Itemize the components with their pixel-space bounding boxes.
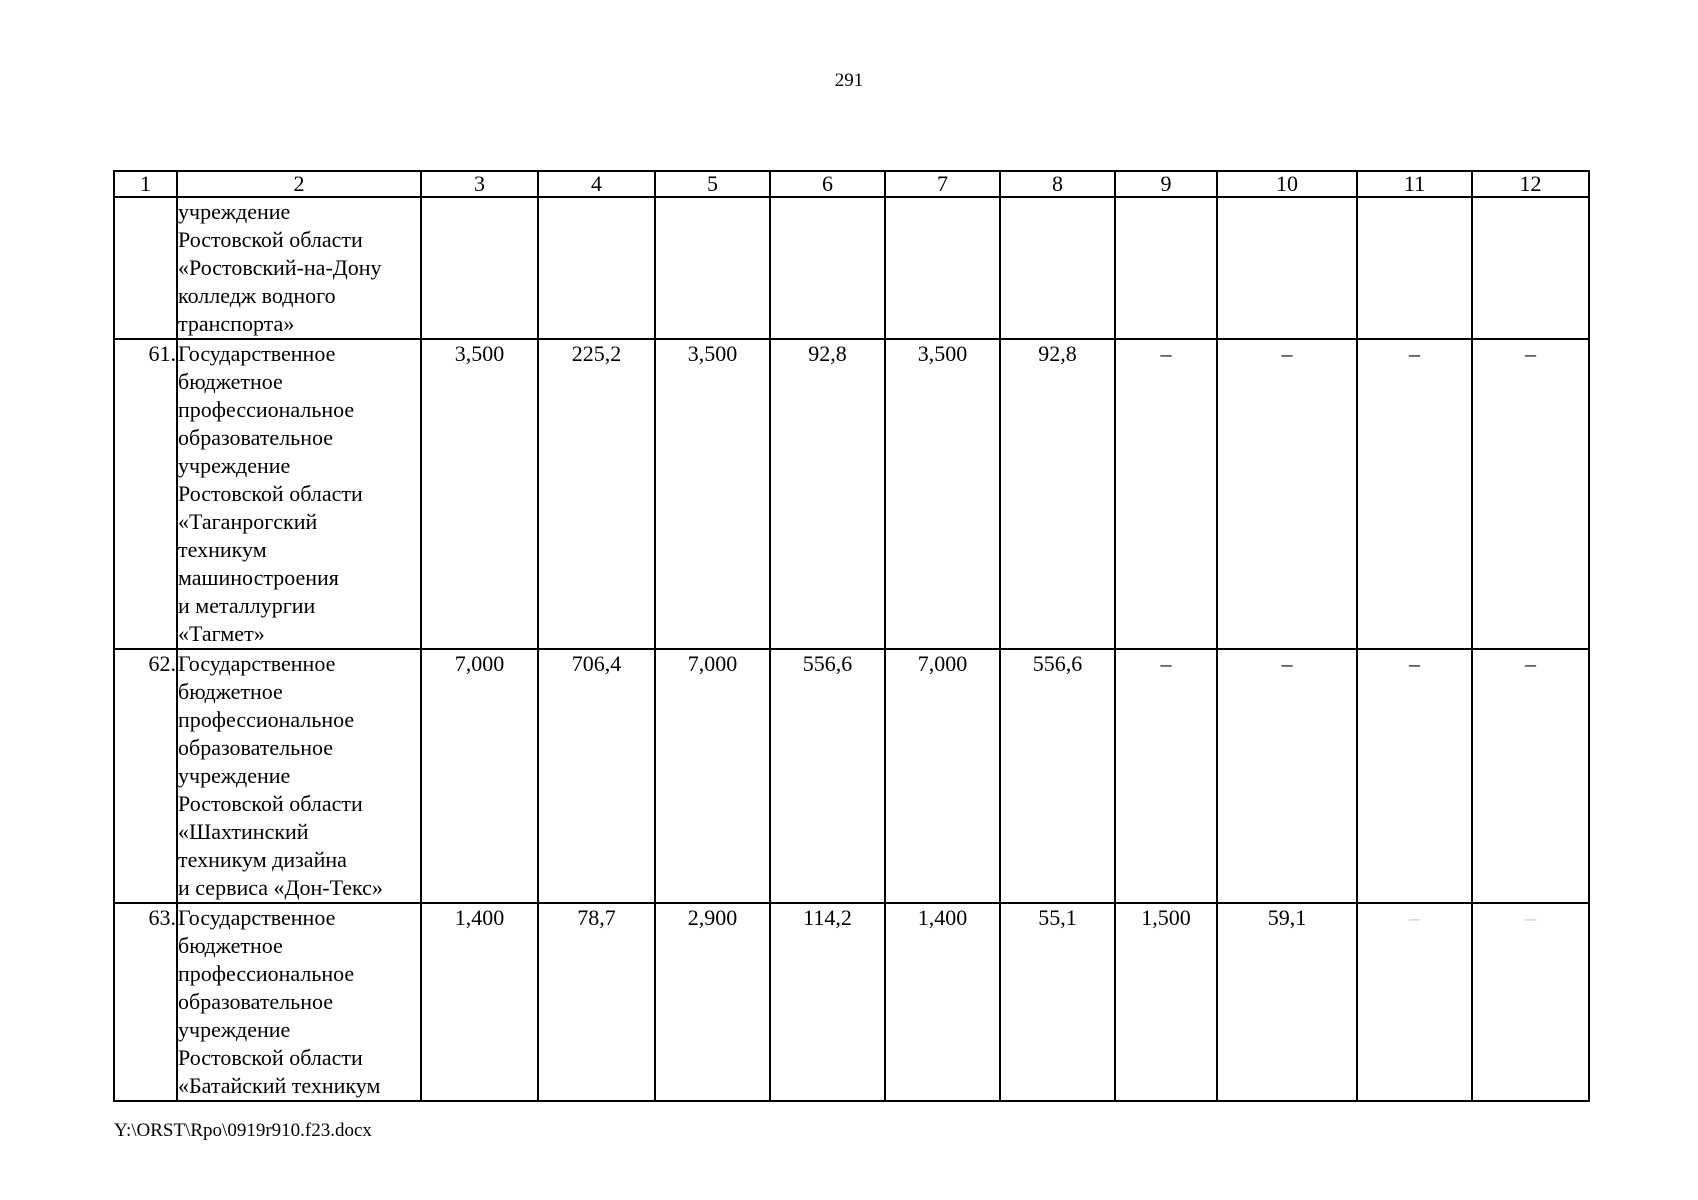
file-path-footer: Y:\ORST\Rpo\0919r910.f23.docx — [114, 1120, 372, 1141]
name-line: машиностроения — [178, 565, 339, 590]
name-line: учреждение — [178, 1017, 291, 1042]
value-cell — [770, 197, 885, 339]
name-line: Ростовской области — [178, 1045, 363, 1070]
name-line: Государственное — [178, 341, 336, 366]
name-line: учреждение — [178, 199, 291, 224]
value-cell — [421, 197, 538, 339]
page-number: 291 — [834, 70, 864, 91]
name-line: профессиональное — [178, 961, 355, 986]
name-line: техникум — [178, 537, 267, 562]
column-header: 6 — [770, 171, 885, 197]
name-line: Ростовской области — [178, 791, 363, 816]
column-header: 5 — [655, 171, 770, 197]
row-number: 62. — [114, 649, 177, 903]
value-cell: – — [1472, 903, 1589, 1101]
value-cell: 556,6 — [770, 649, 885, 903]
row-number — [114, 197, 177, 339]
value-cell: – — [1472, 649, 1589, 903]
name-line: транспорта» — [178, 311, 295, 336]
column-header: 8 — [1000, 171, 1115, 197]
column-header: 10 — [1217, 171, 1357, 197]
value-cell: 55,1 — [1000, 903, 1115, 1101]
name-line: колледж водного — [178, 283, 336, 308]
table-row — [114, 649, 1589, 903]
value-cell — [538, 197, 655, 339]
name-line: Ростовской области — [178, 227, 363, 252]
row-number: 63. — [114, 903, 177, 1101]
value-cell: 706,4 — [538, 649, 655, 903]
name-line: учреждение — [178, 763, 291, 788]
value-cell: 3,500 — [421, 339, 538, 649]
institution-name — [177, 197, 421, 339]
value-cell — [655, 197, 770, 339]
data-table — [113, 170, 1590, 1102]
value-cell: 3,500 — [655, 339, 770, 649]
value-cell: – — [1357, 903, 1472, 1101]
row-number: 61. — [114, 339, 177, 649]
value-cell: 2,900 — [655, 903, 770, 1101]
name-line: «Ростовский-на-Дону — [178, 255, 382, 280]
column-header: 11 — [1357, 171, 1472, 197]
value-cell: 556,6 — [1000, 649, 1115, 903]
value-cell: 1,400 — [421, 903, 538, 1101]
name-line: Государственное — [178, 905, 336, 930]
name-line: бюджетное — [178, 933, 283, 958]
value-cell — [1115, 197, 1217, 339]
column-header: 12 — [1472, 171, 1589, 197]
name-line: учреждение — [178, 453, 291, 478]
value-cell: 1,400 — [885, 903, 1000, 1101]
column-header: 7 — [885, 171, 1000, 197]
name-line: «Шахтинский — [178, 819, 309, 844]
value-cell: 1,500 — [1115, 903, 1217, 1101]
value-cell: 59,1 — [1217, 903, 1357, 1101]
name-line: «Таганрогский — [178, 509, 318, 534]
name-line: и металлургии — [178, 593, 316, 618]
column-header: 1 — [114, 171, 177, 197]
name-line: «Тагмет» — [178, 621, 265, 646]
value-cell: – — [1217, 339, 1357, 649]
name-line: Ростовской области — [178, 481, 363, 506]
table-row — [114, 903, 1589, 1101]
value-cell: 7,000 — [885, 649, 1000, 903]
column-header: 4 — [538, 171, 655, 197]
value-cell — [1472, 197, 1589, 339]
name-line: техникум дизайна — [178, 847, 347, 872]
value-cell: 225,2 — [538, 339, 655, 649]
name-line: образовательное — [178, 425, 334, 450]
name-line: профессиональное — [178, 397, 355, 422]
value-cell: – — [1472, 339, 1589, 649]
value-cell: 7,000 — [655, 649, 770, 903]
column-header: 3 — [421, 171, 538, 197]
institution-name — [177, 903, 421, 1101]
name-line: образовательное — [178, 735, 334, 760]
institution-name — [177, 339, 421, 649]
name-line: и сервиса «Дон-Текс» — [178, 875, 383, 900]
value-cell: – — [1357, 339, 1472, 649]
name-line: Государственное — [178, 651, 336, 676]
value-cell: – — [1115, 339, 1217, 649]
value-cell — [885, 197, 1000, 339]
name-line: бюджетное — [178, 679, 283, 704]
name-line: образовательное — [178, 989, 334, 1014]
table-header-row — [114, 171, 1589, 197]
value-cell: 114,2 — [770, 903, 885, 1101]
value-cell — [1217, 197, 1357, 339]
value-cell — [1000, 197, 1115, 339]
name-line: профессиональное — [178, 707, 355, 732]
column-header: 9 — [1115, 171, 1217, 197]
value-cell — [1357, 197, 1472, 339]
table-row — [114, 197, 1589, 339]
name-line: бюджетное — [178, 369, 283, 394]
name-line: «Батайский техникум — [178, 1073, 381, 1098]
institution-name — [177, 649, 421, 903]
value-cell: 3,500 — [885, 339, 1000, 649]
value-cell: – — [1217, 649, 1357, 903]
value-cell: 92,8 — [770, 339, 885, 649]
table-row — [114, 339, 1589, 649]
value-cell: 7,000 — [421, 649, 538, 903]
value-cell: 92,8 — [1000, 339, 1115, 649]
value-cell: – — [1115, 649, 1217, 903]
value-cell: 78,7 — [538, 903, 655, 1101]
value-cell: – — [1357, 649, 1472, 903]
column-header: 2 — [177, 171, 421, 197]
